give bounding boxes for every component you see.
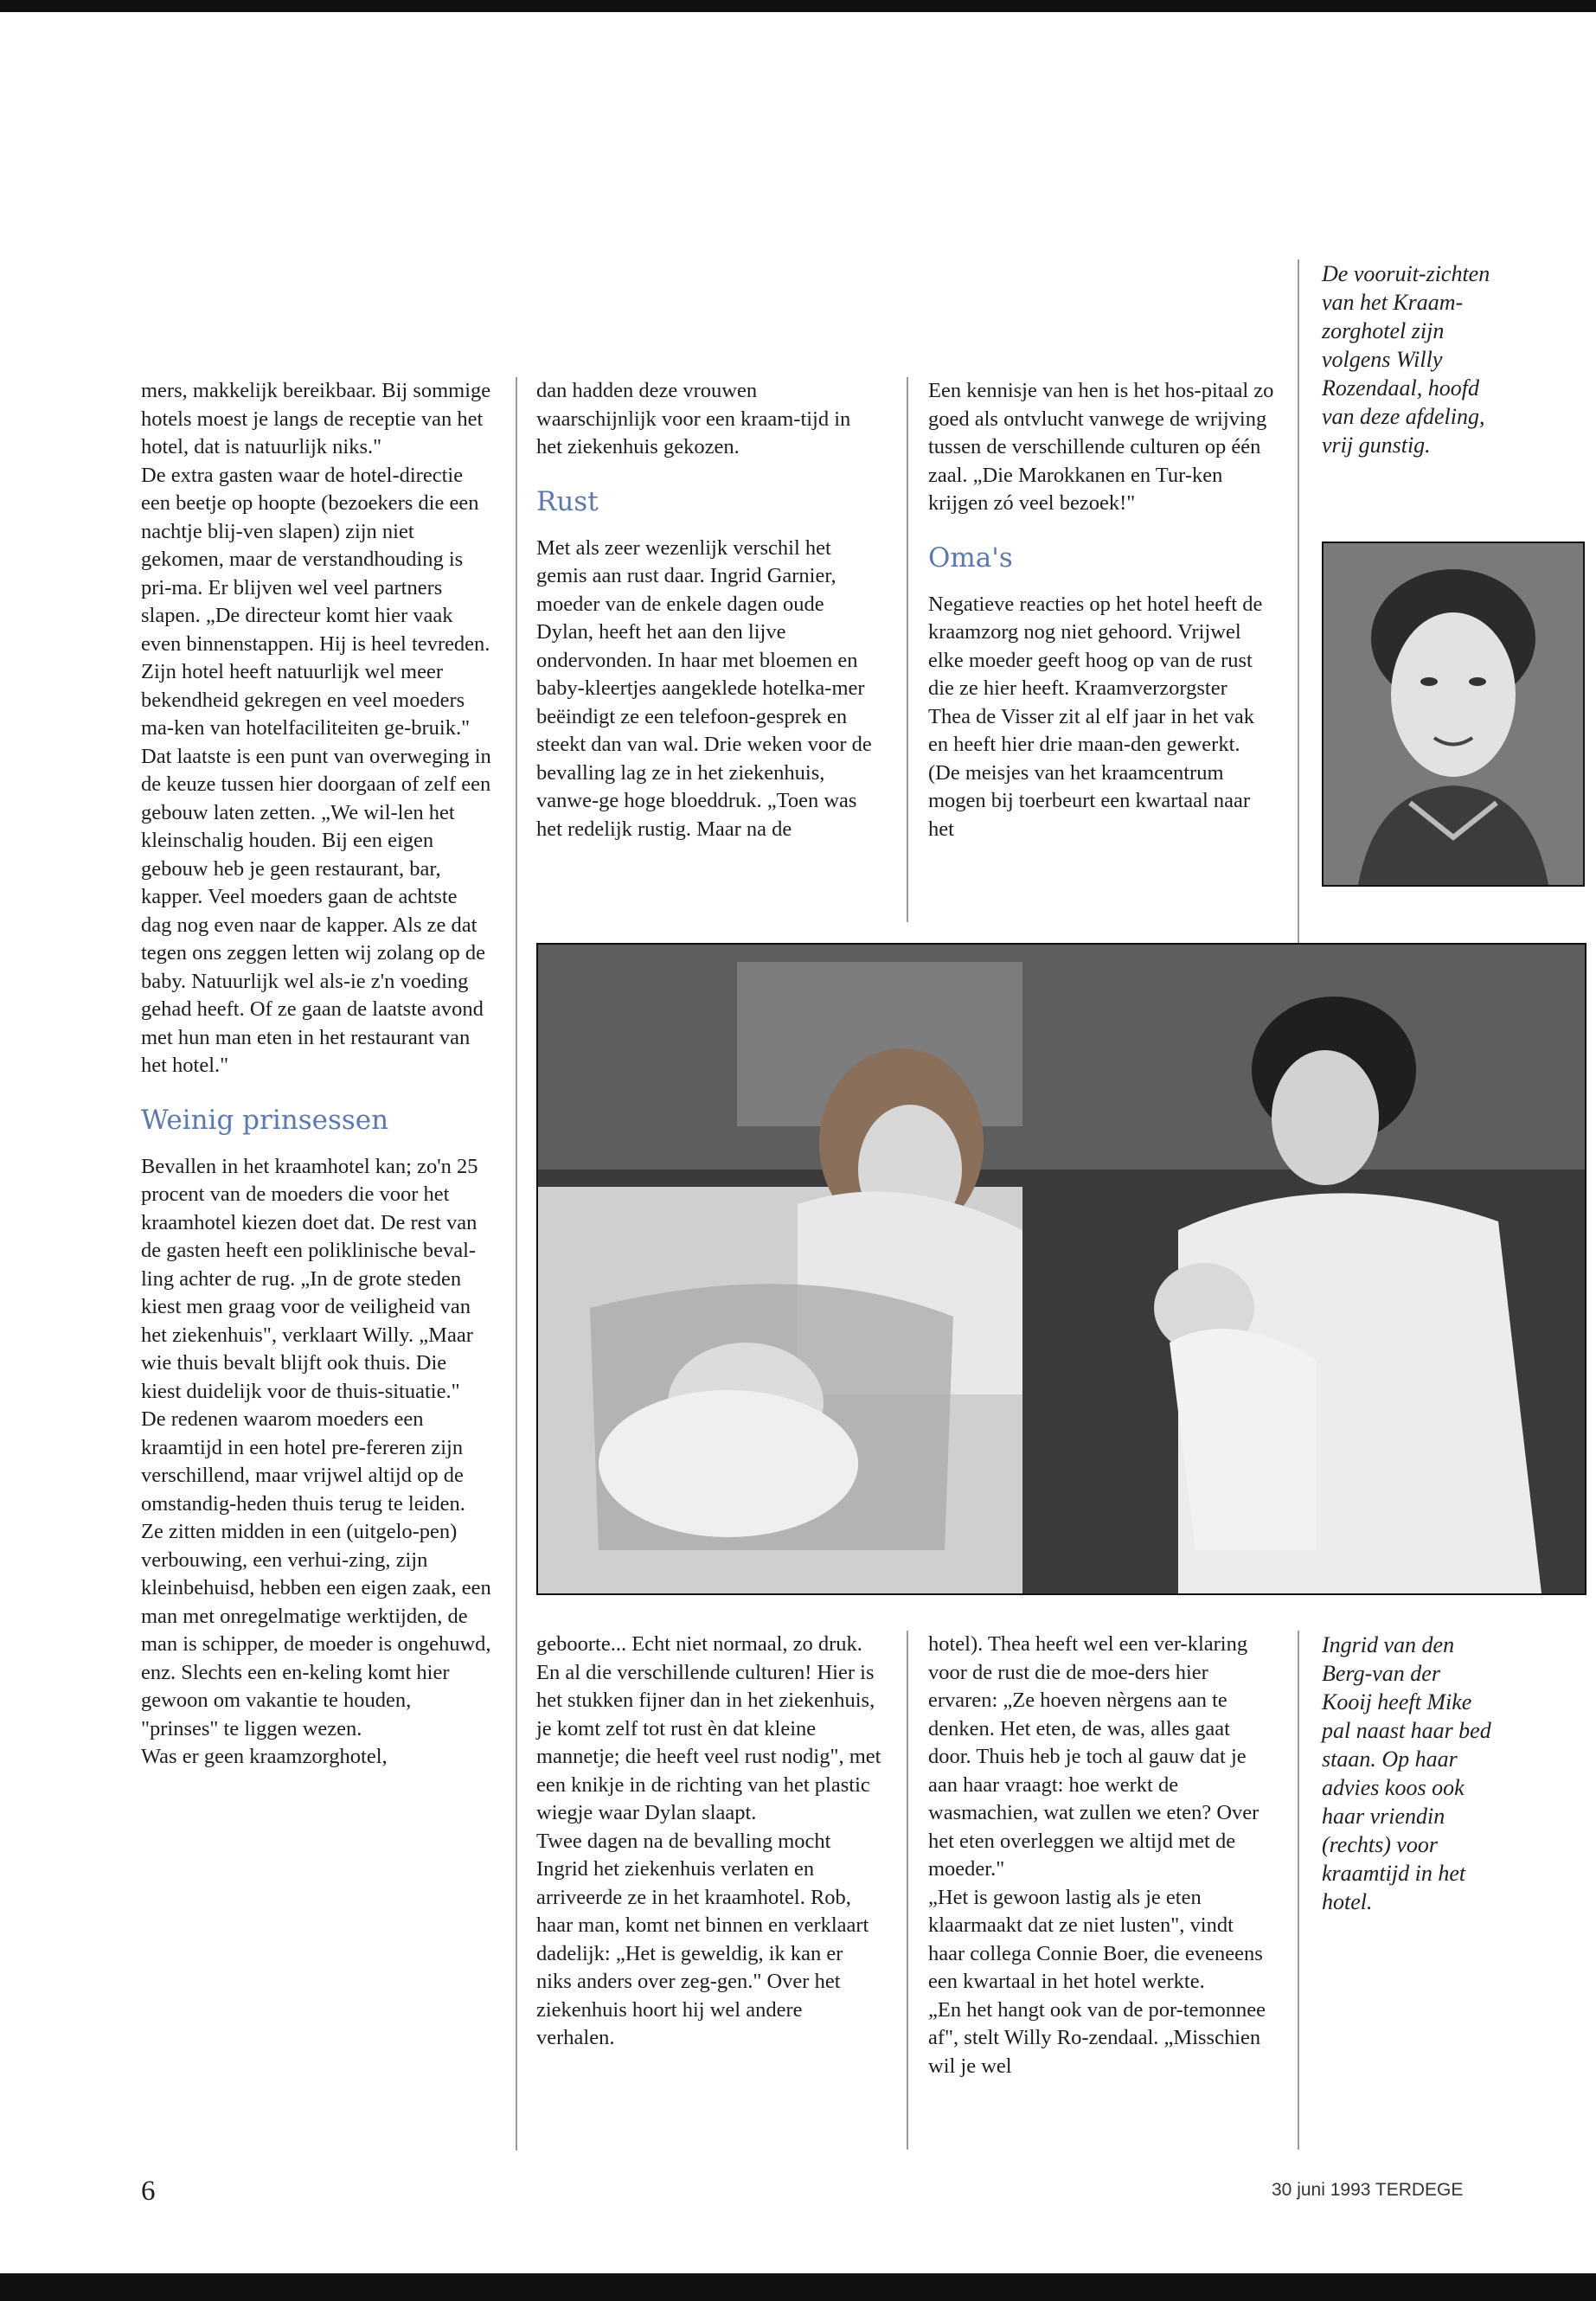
col3b-paragraph-2: „Het is gewoon lastig als je eten klaarmaakt dat ze niet lusten", vindt haar collega Connie Boer, die eveneens een kwartaal in het hotel werkte. — [928, 1885, 1263, 1993]
bottom-rule — [0, 2273, 1596, 2301]
col1-paragraph-3: Bevallen in het kraamhotel kan; zo'n 25 procent van de moeders die voor het kraamhotel kiezen doet dat. De rest van de gasten heeft een poliklinische beval-ling achter de rug. „In de grote steden kiest men graag voor de veiligheid van het ziekenhuis", verklaart Willy. „Maar wie thuis bevalt blijft ook thuis. Die kiest duidelijk voor de thuis-situatie." — [141, 1154, 478, 1403]
page-number: 6 — [141, 2176, 156, 2207]
main-photo — [536, 943, 1586, 1595]
heading-omas: Oma's — [928, 542, 1013, 574]
column-2-bottom — [536, 1631, 882, 2053]
heading-weinig-prinsessen: Weinig prinsessen — [141, 1104, 389, 1136]
col1-paragraph-4: De redenen waarom moeders een kraamtijd in een hotel pre-fereren zijn verschillend, maar vrijwel altijd op de omstandig-heden thuis terug te leiden. Ze zitten midden in een (uitgelo-pen) verbouwing, een verhui-zing, zijn kleinbehuisd, hebben een eigen zaak, een man met onregelmatige werktijden, de man is schipper, de moeder is ongehuwd, enz. Slechts een en-keling komt hier gewoon om vakantie te houden, "prinses" te liggen wezen. — [141, 1407, 491, 1740]
col3b-paragraph-1: hotel). Thea heeft wel een ver-klaring voor de rust die de moe-ders hier ervaren: „Ze hoeven nèrgens aan te denken. Het eten, de was, alles gaat door. Thuis heb je toch al gauw dat je aan haar vraagt: hoe werkt de wasmachien, wat zullen we eten? Over het eten overleggen we altijd met de moeder." — [928, 1632, 1259, 1881]
heading-rust: Rust — [536, 485, 599, 517]
column-divider-1 — [516, 377, 517, 2150]
column-divider-5 — [1298, 1631, 1299, 2150]
top-rule — [0, 0, 1596, 12]
col2b-paragraph-2: Twee dagen na de bevalling mocht Ingrid het ziekenhuis verlaten en arriveerde ze in het kraamhotel. Rob, haar man, komt net binnen en verklaart dadelijk: „Het is geweldig, ik kan er niks anders over zeg-gen." Over het ziekenhuis hoort hij wel andere verhalen. — [536, 1829, 869, 2049]
caption-main-photo: Ingrid van den Berg-van der Kooij heeft Mike pal naast haar bed staan. Op haar advies koos ook haar vriendin (rechts) voor kraamtijd in het hotel. — [1322, 1632, 1491, 1914]
portrait-illustration — [1324, 543, 1583, 885]
portrait-photo — [1322, 542, 1585, 887]
column-2 — [536, 377, 875, 843]
col3-paragraph-1: Een kennisje van hen is het hos-pitaal zo goed als ontvlucht vanwege de wrijving tussen de verschillende culturen op één zaal. „Die Marokkanen en Tur-ken krijgen zó veel bezoek!" — [928, 379, 1274, 515]
col1-paragraph-5: Was er geen kraamzorghotel, — [141, 1745, 388, 1768]
caption-portrait: De vooruit-zichten van het Kraam-zorghotel zijn volgens Willy Rozendaal, hoofd van deze afdeling, vrij gunstig. — [1322, 261, 1490, 458]
mothers-babies-illustration — [538, 945, 1585, 1593]
col3b-paragraph-3: „En het hangt ook van de por-temonnee af", stelt Willy Ro-zendaal. „Misschien wil je wel — [928, 1997, 1266, 2078]
column-divider-2 — [907, 377, 908, 922]
col2-paragraph-2: Met als zeer wezenlijk verschil het gemis aan rust daar. Ingrid Garnier, moeder van de enkele dagen oude Dylan, heeft het aan den lijve ondervonden. In haar met bloemen en baby-kleertjes aangeklede hotelka-mer beëindigt ze een telefoon-gesprek en steekt dan van wal. Drie weken voor de bevalling lag ze in het ziekenhuis, vanwe-ge hoge bloeddruk. „Toen was het redelijk rustig. Maar na de — [536, 535, 872, 841]
col2-paragraph-1: dan hadden deze vrouwen waarschijnlijk voor een kraam-tijd in het ziekenhuis gekozen. — [536, 379, 851, 458]
column-divider-4 — [907, 1631, 908, 2150]
col3-paragraph-2: Negatieve reacties op het hotel heeft de kraamzorg nog niet gehoord. Vrijwel elke moeder geeft hoog op van de rust die ze hier heeft. Kraamverzorgster Thea de Visser zit al elf jaar in het vak en heeft hier drie maan-den gewerkt. (De meisjes van het kraamcentrum mogen bij toerbeurt een kwartaal naar het — [928, 592, 1263, 841]
column-3-bottom — [928, 1631, 1274, 2080]
column-3 — [928, 377, 1274, 843]
column-1 — [141, 377, 491, 1772]
col1-paragraph-2: De extra gasten waar de hotel-directie een beetje op hoopte (bezoekers die een nachtje blij-ven slapen) zijn niet gekomen, maar de verstandhouding is pri-ma. Er blijven wel veel partners slapen. „De directeur komt hier vaak even binnenstappen. Hij is heel tevreden. Zijn hotel heeft natuurlijk wel meer bekendheid gekregen en veel moeders ma-ken van hotelfaciliteiten ge-bruik." Dat laatste is een punt van overweging in de keuze tussen hier doorgaan of zelf een gebouw laten zetten. „We wil-len het kleinschalig houden. Bij een eigen gebouw heb je geen restaurant, bar, kapper. Veel moeders gaan de achtste dag nog even naar de kapper. Als ze dat tegen ons zeggen letten wij zolang op de baby. Natuurlijk wel als-ie z'n voeding gehad heeft. Of ze gaan de laatste avond met hun man eten in het restaurant van het hotel." — [141, 463, 491, 1077]
col2b-paragraph-1: geboorte... Echt niet normaal, zo druk. En al die verschillende culturen! Hier is het stukken fijner dan in het ziekenhuis, je komt zelf tot rust èn dat kleine mannetje; die heeft veel rust nodig", met een knikje in de richting van het plastic wiegje waar Dylan slaapt. — [536, 1632, 881, 1824]
col1-paragraph-1: mers, makkelijk bereikbaar. Bij sommige hotels moest je langs de receptie van het hotel, dat is natuurlijk niks." — [141, 379, 491, 458]
issue-date: 30 juni 1993 TERDEGE — [1272, 2180, 1464, 2200]
